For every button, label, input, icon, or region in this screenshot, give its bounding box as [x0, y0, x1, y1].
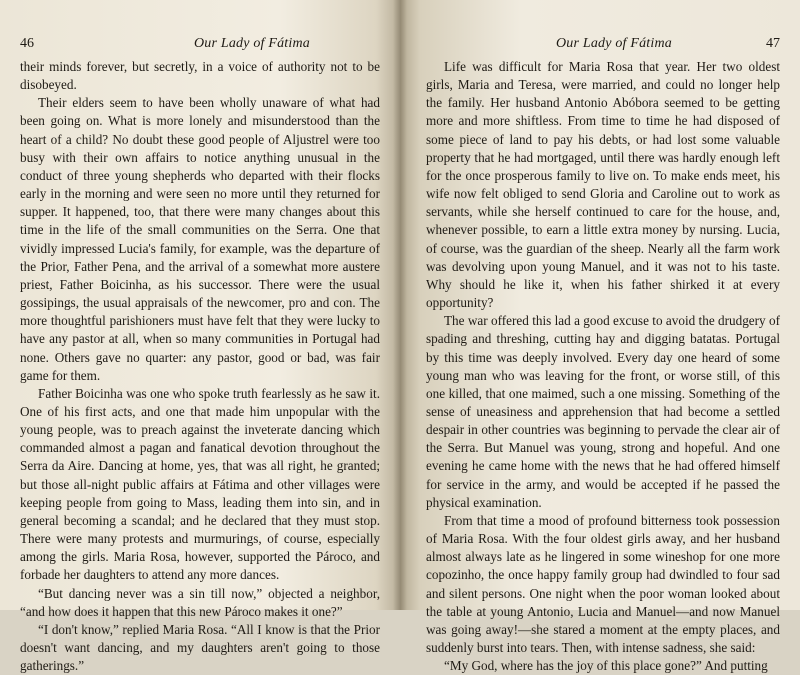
- paragraph: Father Boicinha was one who spoke truth fearlessly as he saw it. One of his first acts, and one that made him unpopular with the young people, was to preach against the inveterate dancing which commanded almost a pagan and fanatical devotion throughout the Serra da Aire. Dancing at home, yes, that was all right, he granted; but those all-night public affairs at Fátima and other villages were keeping people from going to Mass, leading them into sin, and in general becoming a scandal; and he declared that they must stop. There were many protests and murmurings, of course, especially among the girls. Maria Rosa, however, supported the Pároco, and forbade her daughters to attend any more dances.: [20, 385, 380, 583]
- paragraph: Life was difficult for Maria Rosa that year. Her two oldest girls, Maria and Teresa, were married, and could no longer help the family. Her husband Antonio Abóbora seemed to be getting more and more shiftless. From time to time he had disposed of some piece of land to pay his debts, or had lost some valuable property that he had mortgaged, until there was hardly enough left for the once prosperous family to live on. To make ends meet, his wife now felt obliged to send Gloria and Caroline out to work as servants, while she herself continued to care for the house, and, whenever possible, to earn a little extra money by nursing. Lucia, of course, was the guardian of the sheep. Nearly all the farm work was devolving upon young Manuel, and it was not to his taste. Why should he like it, when his father shirked it at every opportunity?: [426, 59, 780, 311]
- paragraph: their minds forever, but secretly, in a voice of authority not to be disobeyed.: [20, 59, 380, 93]
- left-page-body: [20, 58, 380, 675]
- paragraph: “But dancing never was a sin till now,” objected a neighbor, “and how does it happen that this new Pároco makes it one?”: [20, 585, 380, 619]
- paragraph: “My God, where has the joy of this place gone?” And putting: [444, 658, 768, 674]
- left-page-number: 46: [20, 36, 34, 51]
- left-page: [0, 0, 400, 674]
- book-gutter: [393, 0, 407, 610]
- left-page-header: [20, 36, 380, 52]
- paragraph: The war offered this lad a good excuse to avoid the drudgery of spading and threshing, cutting hay and digging batatas. Portugal by this time was deeply involved. Every day one heard of some young man who was leaving for the front, or worse still, of this one killed, that one maimed, such a one missing. Something of the sense of uneasiness and apprehension that had become a settled despair in other countries was beginning to pervade the clear air of the Serra. But Manuel was young, strong and hopeful. And one evening he came home with the news that he had offered himself for service in the army, and would be accepted if he passed the physical examination.: [426, 313, 780, 510]
- paragraph: “I don't know,” replied Maria Rosa. “All I know is that the Prior doesn't want dancing, and my daughters aren't going to those gatherings.”: [20, 621, 380, 674]
- right-page: [400, 0, 800, 674]
- paragraph: Their elders seem to have been wholly unaware of what had been going on. What is more lonely and misunderstood than the heart of a child? No doubt these good people of Aljustrel were too busy with their own affairs to notice anything unusual in the conduct of three young shepherds who departed with their flocks early in the morning and were seen no more until they returned for supper. It happened, too, that there were many changes about this time in the life of the small communities on the Serra. One that vividly impressed Lucia's family, for example, was the departure of the Prior, Father Pena, and the arrival of a somewhat more austere priest, Father Boicinha, as his successor. There were the usual gossipings, the usual appraisals of the newcomer, pro and con. The more thoughtful parishioners must have felt that they were lucky to have any pastor at all, when so many communities in Portugal had none. Others gave no quarter: any pastor, good or bad, was fair game for them.: [20, 95, 380, 383]
- left-running-title: Our Lady of Fátima: [194, 36, 310, 51]
- right-running-title: Our Lady of Fátima: [556, 36, 672, 51]
- right-page-body: [426, 58, 780, 675]
- right-page-number: 47: [766, 36, 780, 51]
- paragraph: From that time a mood of profound bitterness took possession of Maria Rosa. With the four oldest girls away, and her husband almost always late as he lingered in some wineshop for one more copozinho, the once happy family group had dwindled to four sad and silent persons. One night when the poor woman looked about the table at young Antonio, Lucia and Manuel—and now Manuel was going away!—she stared a moment at the empty places, and suddenly burst into tears. Then, with intense sadness, she said:: [426, 512, 780, 655]
- right-page-header: [426, 36, 780, 52]
